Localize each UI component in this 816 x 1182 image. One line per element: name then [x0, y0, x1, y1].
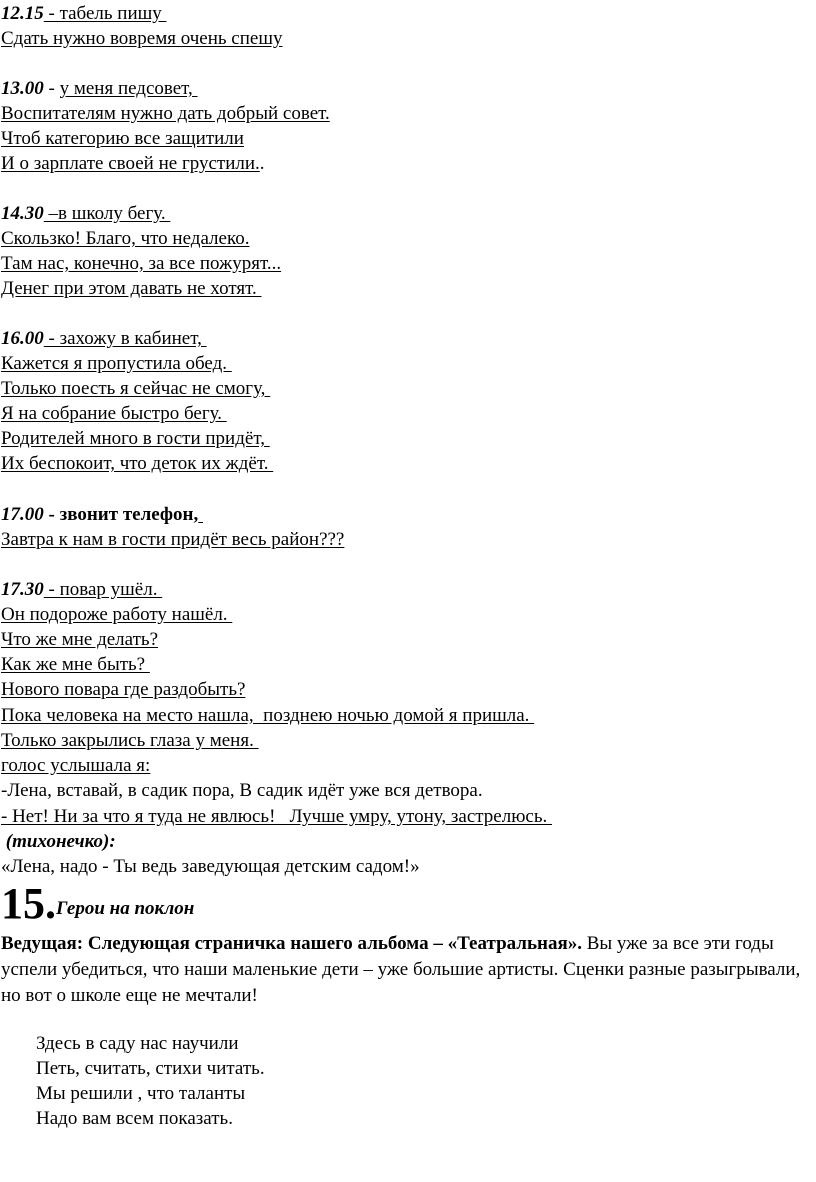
section-title: Герои на поклон [56, 898, 195, 919]
stanza-1430-line-4: Денег при этом давать не хотят. [1, 278, 262, 299]
stanza-1700-line-2: Завтра к нам в гости придёт весь район??? [1, 529, 345, 550]
stanza-1700-line-1 [1, 502, 203, 527]
line-text: - табель пишу [43, 3, 167, 24]
line-text: И о зарплате своей не грустили. [1, 153, 260, 174]
poem-line-1: Здесь в саду нас научили [36, 1033, 239, 1054]
stanza-1600-line-5: Родителей много в гости придёт, [1, 428, 270, 449]
time-label: 16.00 [1, 328, 44, 349]
line-text: - повар ушёл. [43, 579, 163, 600]
stanza-1730-line-3: Что же мне делать? [1, 629, 159, 650]
section-number: 15. [1, 879, 56, 928]
stanza-1430-line-2: Скользко! Благо, что недалеко. [1, 228, 250, 249]
stanza-1730-line-5: Нового повара где раздобыть? [1, 679, 246, 700]
stanza-1300-line-2: Воспитателям нужно дать добрый совет. [1, 103, 330, 124]
time-label: 12.15 [1, 3, 44, 24]
stanza-1730-line-7: Только закрылись глаза у меня. [1, 730, 259, 751]
poem-line-2: Петь, считать, стихи читать. [36, 1058, 265, 1079]
stanza-1600-line-1 [1, 326, 207, 351]
poem-line-4: Надо вам всем показать. [36, 1108, 233, 1129]
stanza-1730-line-9: -Лена, вставай, в садик пора, В садик идёт уже вся детвора. [1, 780, 483, 801]
time-label: 17.00 [1, 504, 44, 525]
host-paragraph [1, 931, 813, 1009]
stanza-1600-line-2: Кажется я пропустила обед. [1, 353, 232, 374]
time-label: 14.30 [1, 203, 44, 224]
stanza-1730-line-8: голос услышала я: [1, 755, 151, 776]
section-heading [1, 879, 195, 930]
line-tail: . [259, 153, 265, 174]
host-label: Ведущая: Следующая страничка нашего альбома – «Театральная». [1, 933, 582, 954]
stage-direction: (тихонечко): [1, 831, 116, 852]
line-text: у меня педсовет, [59, 78, 198, 99]
stanza-1730-line-6: Пока человека на место нашла, позднею ночью домой я пришла. [1, 705, 535, 726]
line-tail [198, 504, 203, 525]
line-text: –в школу бегу. [43, 203, 171, 224]
stanza-1730-line-2: Он подороже работу нашёл. [1, 604, 233, 625]
stanza-1215-line-2: Сдать нужно вовремя очень спешу [1, 28, 283, 49]
stanza-1430-line-1 [1, 201, 170, 226]
line-text: - захожу в кабинет, [43, 328, 207, 349]
stanza-1730-line-4: Как же мне быть? [1, 654, 150, 675]
stanza-1600-line-6: Их беспокоит, что деток их ждёт. [1, 453, 274, 474]
stanza-1430-line-3: Там нас, конечно, за все пожурят... [1, 253, 282, 274]
stanza-1215-line-1 [1, 1, 167, 26]
stanza-1730-line-1 [1, 577, 162, 602]
time-label: 17.30 [1, 579, 44, 600]
stanza-1300-line-4 [1, 151, 265, 176]
time-label: 13.00 [1, 78, 44, 99]
stanza-1600-line-3: Только поесть я сейчас не смогу, [1, 378, 271, 399]
stanza-1730-line-12: «Лена, надо - Ты ведь заведующая детским садом!» [1, 856, 420, 877]
poem-line-3: Мы решили , что таланты [36, 1083, 246, 1104]
stanza-1300-line-3: Чтоб категорию все защитили [1, 128, 244, 149]
stanza-1730-line-10: - Нет! Ни за что я туда не явлюсь! Лучше умру, утону, застрелюсь. [1, 806, 552, 827]
host-text: Вы уже за все эти годы успели убедиться, что наши маленькие дети – уже большие артисты. Сценки разные разыгрывали, но вот о школе еще не мечтали! [1, 933, 801, 1006]
stanza-1300-line-1 [1, 76, 198, 101]
line-text: - звонит телефон, [43, 504, 199, 525]
separator: - [43, 78, 60, 99]
stanza-1600-line-4: Я на собрание быстро бегу. [1, 403, 227, 424]
